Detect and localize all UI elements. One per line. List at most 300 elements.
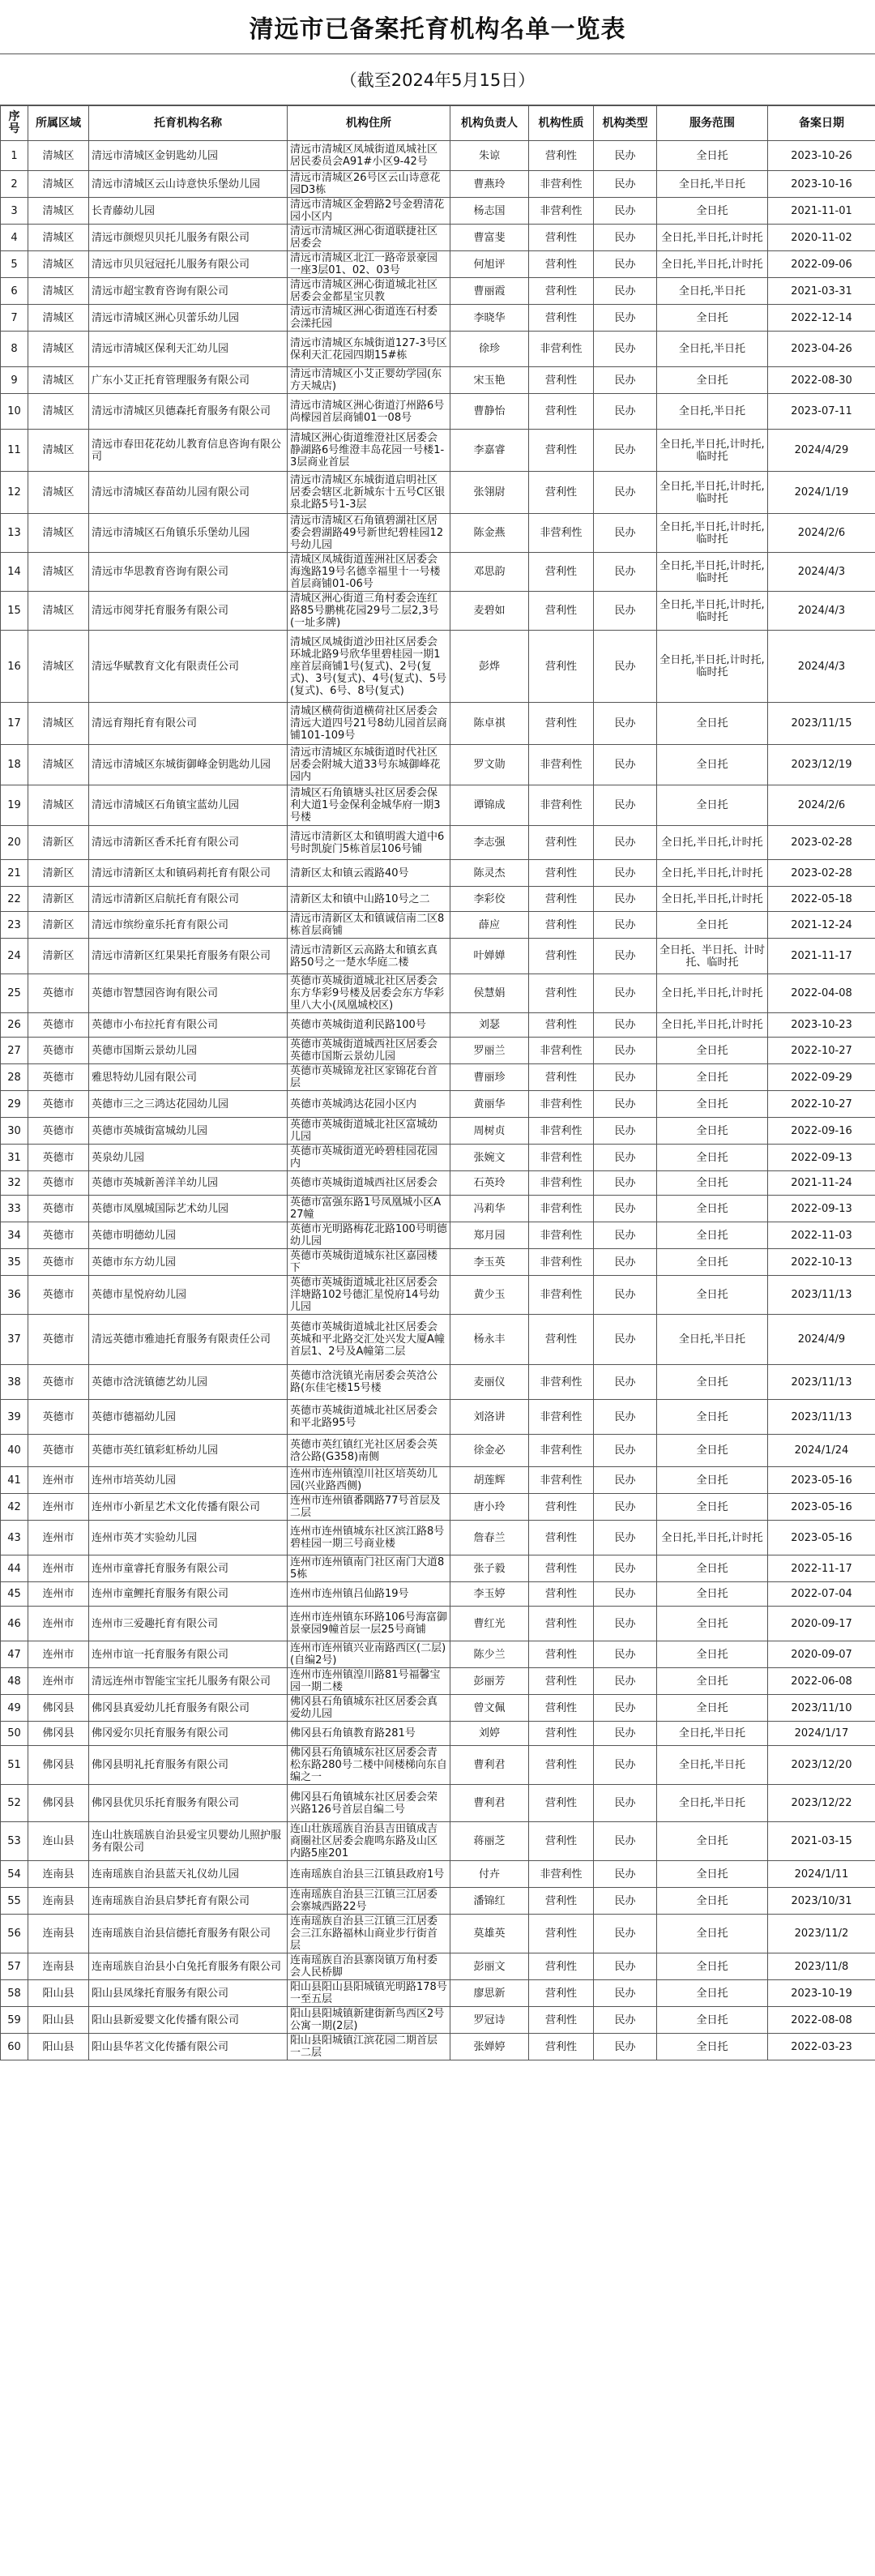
- row-date: 2022-09-13: [768, 1196, 875, 1222]
- row-date: 2023/11/8: [768, 1953, 875, 1980]
- row-number: 4: [1, 225, 28, 251]
- row-address: 清远市清新区云高路太和镇玄真路50号之一楚水华庭二楼: [288, 939, 450, 974]
- row-area: 清新区: [28, 826, 89, 860]
- row-address: 连州市连州镇南门社区南门大道85栋: [288, 1555, 450, 1582]
- row-area: 连州市: [28, 1641, 89, 1668]
- row-nature: 非营利性: [529, 332, 594, 367]
- row-date: 2022-11-17: [768, 1555, 875, 1582]
- row-person: 廖思新: [450, 1980, 529, 2007]
- row-type: 民办: [594, 1695, 657, 1722]
- row-type: 民办: [594, 1641, 657, 1668]
- row-number: 35: [1, 1249, 28, 1276]
- row-institution-name: 清远市清城区金钥匙幼儿园: [89, 141, 288, 171]
- header-scope: 服务范围: [657, 106, 768, 141]
- row-number: 2: [1, 171, 28, 198]
- row-person: 李玉婷: [450, 1582, 529, 1607]
- row-area: 英德市: [28, 1091, 89, 1118]
- row-number: 45: [1, 1582, 28, 1607]
- row-date: 2023/11/13: [768, 1400, 875, 1435]
- row-scope: 全日托,半日托,计时托,临时托: [657, 553, 768, 592]
- row-person: 朱谅: [450, 141, 529, 171]
- row-institution-name: 清远市颜煜贝贝托儿服务有限公司: [89, 225, 288, 251]
- table-row: [1, 1822, 875, 1861]
- row-scope: 全日托: [657, 1171, 768, 1196]
- row-address: 连州市连州镇兴业南路西区(二层)(自编2号): [288, 1641, 450, 1668]
- row-type: 民办: [594, 1521, 657, 1555]
- table-row: [1, 2007, 875, 2034]
- row-institution-name: 英德市英城街富城幼儿园: [89, 1118, 288, 1145]
- row-person: 罗丽兰: [450, 1038, 529, 1064]
- row-type: 民办: [594, 1494, 657, 1521]
- row-person: 曹丽珍: [450, 1064, 529, 1091]
- row-number: 20: [1, 826, 28, 860]
- row-number: 59: [1, 2007, 28, 2034]
- row-area: 英德市: [28, 974, 89, 1013]
- row-address: 阳山县阳城镇新建街新鸟西区2号公寓一期(2层): [288, 2007, 450, 2034]
- row-area: 清城区: [28, 514, 89, 553]
- row-number: 9: [1, 367, 28, 394]
- row-number: 26: [1, 1013, 28, 1038]
- row-number: 54: [1, 1861, 28, 1888]
- row-address: 佛冈县石角镇城东社区居委会青松东路280号二楼中间楼梯向东自编之一: [288, 1746, 450, 1785]
- row-person: 黄丽华: [450, 1091, 529, 1118]
- row-institution-name: 清远市春田花花幼儿教育信息咨询有限公司: [89, 430, 288, 472]
- row-person: 徐珍: [450, 332, 529, 367]
- row-address: 清远市清城区洲心街道连石村委会漾托园: [288, 305, 450, 332]
- row-number: 31: [1, 1145, 28, 1171]
- row-institution-name: 清远市缤纷童乐托育有限公司: [89, 912, 288, 939]
- row-institution-name: 连山壮族瑶族自治县爱宝贝婴幼儿照护服务有限公司: [89, 1822, 288, 1861]
- row-area: 佛冈县: [28, 1722, 89, 1746]
- row-scope: 全日托,半日托,计时托,临时托: [657, 631, 768, 703]
- row-number: 40: [1, 1435, 28, 1467]
- table-row: [1, 1555, 875, 1582]
- row-number: 6: [1, 278, 28, 305]
- row-date: 2022-11-03: [768, 1222, 875, 1249]
- row-address: 英德市英城街道城北社区居委会和平北路95号: [288, 1400, 450, 1435]
- row-area: 清城区: [28, 367, 89, 394]
- row-address: 清城区横荷街道横荷社区居委会清远大道四号21号8幼儿园首层商铺101-109号: [288, 703, 450, 745]
- row-area: 连州市: [28, 1555, 89, 1582]
- row-date: 2023/11/13: [768, 1365, 875, 1400]
- row-nature: 营利性: [529, 367, 594, 394]
- row-person: 彭丽文: [450, 1953, 529, 1980]
- row-date: 2023-04-26: [768, 332, 875, 367]
- row-scope: 全日托: [657, 1145, 768, 1171]
- row-person: 曹丽霞: [450, 278, 529, 305]
- row-person: 麦丽仪: [450, 1365, 529, 1400]
- row-institution-name: 佛冈县真爱幼儿托育服务有限公司: [89, 1695, 288, 1722]
- row-area: 清城区: [28, 703, 89, 745]
- table-row: [1, 332, 875, 367]
- row-area: 连州市: [28, 1607, 89, 1641]
- table-row: [1, 1582, 875, 1607]
- row-institution-name: 连南瑶族自治县信德托育服务有限公司: [89, 1915, 288, 1953]
- header-type: 机构类型: [594, 106, 657, 141]
- row-nature: 营利性: [529, 1521, 594, 1555]
- header-person: 机构负责人: [450, 106, 529, 141]
- table-row: [1, 514, 875, 553]
- row-nature: 营利性: [529, 974, 594, 1013]
- header-name: 托育机构名称: [89, 106, 288, 141]
- table-row: [1, 2034, 875, 2060]
- row-address: 连南瑶族自治县三江镇三江居委会寨城西路22号: [288, 1888, 450, 1915]
- row-address: 英德市光明路梅花北路100号明德幼儿园: [288, 1222, 450, 1249]
- row-scope: 全日托: [657, 1222, 768, 1249]
- row-address: 英德市英城街道光岭碧桂园花园内: [288, 1145, 450, 1171]
- row-date: 2022-08-30: [768, 367, 875, 394]
- row-person: 宋玉艳: [450, 367, 529, 394]
- row-scope: 全日托: [657, 198, 768, 225]
- row-area: 清城区: [28, 332, 89, 367]
- table-row: [1, 1196, 875, 1222]
- row-person: 叶婵婵: [450, 939, 529, 974]
- row-institution-name: 清远育翔托育有限公司: [89, 703, 288, 745]
- row-area: 清城区: [28, 745, 89, 785]
- table-row: [1, 1435, 875, 1467]
- row-scope: 全日托: [657, 1091, 768, 1118]
- row-scope: 全日托: [657, 1641, 768, 1668]
- table-row: [1, 887, 875, 912]
- row-address: 清远市清城区金碧路2号金碧清花园小区内: [288, 198, 450, 225]
- row-nature: 营利性: [529, 1555, 594, 1582]
- row-type: 民办: [594, 1249, 657, 1276]
- row-area: 清城区: [28, 631, 89, 703]
- row-area: 连州市: [28, 1582, 89, 1607]
- row-scope: 全日托,半日托,计时托,临时托: [657, 430, 768, 472]
- row-person: 刘洛讲: [450, 1400, 529, 1435]
- row-person: 徐金必: [450, 1435, 529, 1467]
- row-person: 李志强: [450, 826, 529, 860]
- row-institution-name: 佛冈县明礼托育服务有限公司: [89, 1746, 288, 1785]
- row-date: 2022-03-23: [768, 2034, 875, 2060]
- row-type: 民办: [594, 1145, 657, 1171]
- row-address: 清远市清城区凤城街道凤城社区居民委员会A91#小区9-42号: [288, 141, 450, 171]
- row-area: 清城区: [28, 785, 89, 826]
- row-area: 阳山县: [28, 2007, 89, 2034]
- row-institution-name: 连州市童睿托育服务有限公司: [89, 1555, 288, 1582]
- row-address: 佛冈县石角镇教育路281号: [288, 1722, 450, 1746]
- row-scope: 全日托,半日托,计时托: [657, 251, 768, 278]
- row-number: 41: [1, 1467, 28, 1494]
- row-person: 郑月园: [450, 1222, 529, 1249]
- row-person: 莫雄英: [450, 1915, 529, 1953]
- row-institution-name: 英德市国斯云景幼儿园: [89, 1038, 288, 1064]
- row-date: 2022-09-13: [768, 1145, 875, 1171]
- row-person: 曹利君: [450, 1746, 529, 1785]
- row-area: 清城区: [28, 592, 89, 631]
- row-address: 清远市清城区石角镇碧湖社区居委会碧湖路49号新世纪碧桂园12号幼儿园: [288, 514, 450, 553]
- row-type: 民办: [594, 1196, 657, 1222]
- row-type: 民办: [594, 1607, 657, 1641]
- row-institution-name: 清远连州市智能宝宝托儿服务有限公司: [89, 1668, 288, 1695]
- row-nature: 营利性: [529, 1746, 594, 1785]
- row-scope: 全日托,半日托,计时托: [657, 1521, 768, 1555]
- row-nature: 非营利性: [529, 1091, 594, 1118]
- row-address: 英德市英城街道城北社区富城幼儿园: [288, 1118, 450, 1145]
- row-scope: 全日托,半日托,计时托: [657, 826, 768, 860]
- row-scope: 全日托: [657, 1038, 768, 1064]
- row-type: 民办: [594, 1915, 657, 1953]
- row-number: 48: [1, 1668, 28, 1695]
- row-type: 民办: [594, 1038, 657, 1064]
- row-institution-name: 连州市小新星艺术文化传播有限公司: [89, 1494, 288, 1521]
- header-no: 序号: [1, 106, 28, 141]
- row-address: 清新区太和镇云霞路40号: [288, 860, 450, 887]
- table-row: [1, 1222, 875, 1249]
- row-date: 2023-10-26: [768, 141, 875, 171]
- row-address: 英德市富强东路1号凤凰城小区A27幢: [288, 1196, 450, 1222]
- row-person: 李玉英: [450, 1249, 529, 1276]
- row-type: 民办: [594, 1064, 657, 1091]
- row-number: 27: [1, 1038, 28, 1064]
- row-number: 12: [1, 472, 28, 514]
- row-address: 连州市连州镇城东社区滨江路8号碧桂园一期三号商业楼: [288, 1521, 450, 1555]
- row-address: 英德市英城街道城西社区居委会: [288, 1171, 450, 1196]
- row-type: 民办: [594, 1118, 657, 1145]
- row-address: 清远市清城区东城街道127-3号区保利天汇花园四期15#栋: [288, 332, 450, 367]
- row-date: 2023-02-28: [768, 860, 875, 887]
- row-nature: 营利性: [529, 592, 594, 631]
- row-scope: 全日托: [657, 912, 768, 939]
- table-body: [1, 141, 875, 2060]
- row-nature: 营利性: [529, 394, 594, 430]
- row-address: 清远市清城区东城街道时代社区居委会附城大道33号东城御峰花园内: [288, 745, 450, 785]
- row-address: 清城区凤城街道莲洲社区居委会海逸路19号名德幸福里十一号楼首层商铺01-06号: [288, 553, 450, 592]
- row-person: 陈灵杰: [450, 860, 529, 887]
- row-type: 民办: [594, 278, 657, 305]
- table-row: [1, 1091, 875, 1118]
- row-area: 连州市: [28, 1521, 89, 1555]
- row-institution-name: 清远市清城区保利天汇幼儿园: [89, 332, 288, 367]
- row-number: 5: [1, 251, 28, 278]
- row-nature: 非营利性: [529, 1861, 594, 1888]
- row-nature: 非营利性: [529, 1038, 594, 1064]
- row-institution-name: 佛冈爱尔贝托育服务有限公司: [89, 1722, 288, 1746]
- row-person: 陈少兰: [450, 1641, 529, 1668]
- row-number: 15: [1, 592, 28, 631]
- row-person: 刘婷: [450, 1722, 529, 1746]
- row-scope: 全日托: [657, 1888, 768, 1915]
- row-scope: 全日托,半日托: [657, 171, 768, 198]
- table-row: [1, 745, 875, 785]
- row-area: 英德市: [28, 1400, 89, 1435]
- row-area: 清新区: [28, 939, 89, 974]
- row-type: 民办: [594, 141, 657, 171]
- row-nature: 营利性: [529, 1822, 594, 1861]
- row-nature: 非营利性: [529, 785, 594, 826]
- row-address: 佛冈县石角镇城东社区居委会真爱幼儿园: [288, 1695, 450, 1722]
- row-date: 2023-10-19: [768, 1980, 875, 2007]
- row-type: 民办: [594, 1222, 657, 1249]
- row-date: 2023/11/2: [768, 1915, 875, 1953]
- document-title: 清远市已备案托育机构名单一览表: [0, 0, 875, 54]
- row-institution-name: 清远市华思教育咨询有限公司: [89, 553, 288, 592]
- row-scope: 全日托,半日托: [657, 1315, 768, 1365]
- row-type: 民办: [594, 1785, 657, 1822]
- row-number: 14: [1, 553, 28, 592]
- table-row: [1, 939, 875, 974]
- row-scope: 全日托: [657, 1980, 768, 2007]
- row-institution-name: 连南瑶族自治县蓝天礼仪幼儿园: [89, 1861, 288, 1888]
- row-address: 英德市英城街道城北社区居委会东方华彩9号楼及居委会东方华彩里八大小(凤凰城校区): [288, 974, 450, 1013]
- row-institution-name: 英德市浛洸镇德艺幼儿园: [89, 1365, 288, 1400]
- row-type: 民办: [594, 472, 657, 514]
- row-area: 英德市: [28, 1435, 89, 1467]
- row-nature: 营利性: [529, 141, 594, 171]
- row-type: 民办: [594, 514, 657, 553]
- row-type: 民办: [594, 1888, 657, 1915]
- row-address: 清城区凤城街道沙田社区居委会环城北路9号欣华里碧桂园一期1座首层商铺1号(复式)、2号(复式)、3号(复式)、4号(复式)、5号(复式)、6号、8号(复式): [288, 631, 450, 703]
- row-institution-name: 清远市清城区石角镇宝蓝幼儿园: [89, 785, 288, 826]
- row-number: 16: [1, 631, 28, 703]
- row-nature: 非营利性: [529, 1276, 594, 1315]
- row-type: 民办: [594, 198, 657, 225]
- row-scope: 全日托: [657, 1064, 768, 1091]
- row-address: 清新区太和镇中山路10号之二: [288, 887, 450, 912]
- row-scope: 全日托: [657, 1695, 768, 1722]
- table-row: [1, 1746, 875, 1785]
- row-institution-name: 清远市清新区香禾托育有限公司: [89, 826, 288, 860]
- row-date: 2020-09-07: [768, 1641, 875, 1668]
- row-scope: 全日托,半日托: [657, 332, 768, 367]
- row-person: 李晓华: [450, 305, 529, 332]
- row-date: 2023-05-16: [768, 1494, 875, 1521]
- row-scope: 全日托: [657, 1400, 768, 1435]
- row-date: 2021-03-15: [768, 1822, 875, 1861]
- row-area: 清城区: [28, 430, 89, 472]
- row-date: 2024/4/9: [768, 1315, 875, 1365]
- row-nature: 营利性: [529, 2034, 594, 2060]
- row-area: 英德市: [28, 1038, 89, 1064]
- row-person: 黄少玉: [450, 1276, 529, 1315]
- row-person: 罗文勋: [450, 745, 529, 785]
- row-date: 2022-12-14: [768, 305, 875, 332]
- row-scope: 全日托,半日托: [657, 1722, 768, 1746]
- row-nature: 营利性: [529, 225, 594, 251]
- row-scope: 全日托: [657, 1582, 768, 1607]
- row-person: 曹静怡: [450, 394, 529, 430]
- table-row: [1, 198, 875, 225]
- row-number: 36: [1, 1276, 28, 1315]
- row-nature: 营利性: [529, 278, 594, 305]
- row-nature: 非营利性: [529, 1222, 594, 1249]
- row-number: 32: [1, 1171, 28, 1196]
- row-area: 清城区: [28, 171, 89, 198]
- row-scope: 全日托,半日托,计时托: [657, 974, 768, 1013]
- row-date: 2022-04-08: [768, 974, 875, 1013]
- row-address: 连南瑶族自治县三江镇县政府1号: [288, 1861, 450, 1888]
- row-area: 佛冈县: [28, 1785, 89, 1822]
- row-nature: 营利性: [529, 1888, 594, 1915]
- table-row: [1, 1145, 875, 1171]
- row-institution-name: 连南瑶族自治县启梦托育有限公司: [89, 1888, 288, 1915]
- row-address: 清远市清新区太和镇明霞大道中6号时凯旋门5栋首层106号铺: [288, 826, 450, 860]
- row-address: 连州市连州镇湟川路81号福馨宝园一期二楼: [288, 1668, 450, 1695]
- row-person: 罗冠诗: [450, 2007, 529, 2034]
- row-scope: 全日托: [657, 1494, 768, 1521]
- row-address: 连南瑶族自治县寨岗镇万角村委会人民桥脚: [288, 1953, 450, 1980]
- row-scope: 全日托,半日托,计时托,临时托: [657, 514, 768, 553]
- row-person: 彭丽芳: [450, 1668, 529, 1695]
- row-nature: 营利性: [529, 2007, 594, 2034]
- row-date: 2023/11/13: [768, 1276, 875, 1315]
- row-area: 清城区: [28, 278, 89, 305]
- row-type: 民办: [594, 225, 657, 251]
- row-nature: 营利性: [529, 1315, 594, 1365]
- row-date: 2022-07-04: [768, 1582, 875, 1607]
- row-area: 英德市: [28, 1145, 89, 1171]
- row-date: 2021-11-24: [768, 1171, 875, 1196]
- row-nature: 非营利性: [529, 1435, 594, 1467]
- row-address: 连州市连州镇东环路106号海富御景豪园9幢首层一层25号商铺: [288, 1607, 450, 1641]
- row-area: 英德市: [28, 1196, 89, 1222]
- document-subtitle: （截至2024年5月15日）: [0, 54, 875, 105]
- table-row: [1, 631, 875, 703]
- row-institution-name: 清远市超宝教育咨询有限公司: [89, 278, 288, 305]
- row-area: 连州市: [28, 1668, 89, 1695]
- row-area: 清城区: [28, 553, 89, 592]
- row-institution-name: 阳山县凤缘托育服务有限公司: [89, 1980, 288, 2007]
- row-type: 民办: [594, 367, 657, 394]
- row-area: 连南县: [28, 1888, 89, 1915]
- table-row: [1, 912, 875, 939]
- row-institution-name: 长青藤幼儿园: [89, 198, 288, 225]
- row-person: 周树贞: [450, 1118, 529, 1145]
- row-type: 民办: [594, 1861, 657, 1888]
- row-number: 17: [1, 703, 28, 745]
- row-institution-name: 英德市德福幼儿园: [89, 1400, 288, 1435]
- header-address: 机构住所: [288, 106, 450, 141]
- table-row: [1, 1607, 875, 1641]
- row-date: 2020-11-02: [768, 225, 875, 251]
- row-scope: 全日托,半日托: [657, 1746, 768, 1785]
- row-date: 2023/10/31: [768, 1888, 875, 1915]
- row-address: 英德市英城锦龙社区家锦花台首层: [288, 1064, 450, 1091]
- table-row: [1, 1038, 875, 1064]
- row-nature: 非营利性: [529, 1365, 594, 1400]
- row-area: 清城区: [28, 198, 89, 225]
- row-nature: 非营利性: [529, 1145, 594, 1171]
- row-address: 英德市浛洸镇光南居委会英浛公路(东佳宅楼15号楼: [288, 1365, 450, 1400]
- row-number: 1: [1, 141, 28, 171]
- row-nature: 非营利性: [529, 1171, 594, 1196]
- row-nature: 营利性: [529, 251, 594, 278]
- row-scope: 全日托: [657, 1953, 768, 1980]
- table-row: [1, 1980, 875, 2007]
- row-nature: 营利性: [529, 1582, 594, 1607]
- row-nature: 营利性: [529, 939, 594, 974]
- row-nature: 营利性: [529, 1607, 594, 1641]
- row-scope: 全日托,半日托: [657, 278, 768, 305]
- table-row: [1, 430, 875, 472]
- row-number: 34: [1, 1222, 28, 1249]
- row-date: 2021-03-31: [768, 278, 875, 305]
- table-row: [1, 1118, 875, 1145]
- row-date: 2023/12/20: [768, 1746, 875, 1785]
- row-scope: 全日托,半日托,计时托: [657, 887, 768, 912]
- row-number: 50: [1, 1722, 28, 1746]
- table-row: [1, 860, 875, 887]
- row-area: 连州市: [28, 1467, 89, 1494]
- row-person: 曹富斐: [450, 225, 529, 251]
- table-row: [1, 367, 875, 394]
- row-scope: 全日托: [657, 2007, 768, 2034]
- table-row: [1, 1521, 875, 1555]
- row-number: 56: [1, 1915, 28, 1953]
- row-date: 2024/4/29: [768, 430, 875, 472]
- row-institution-name: 连州市童鲤托育服务有限公司: [89, 1582, 288, 1607]
